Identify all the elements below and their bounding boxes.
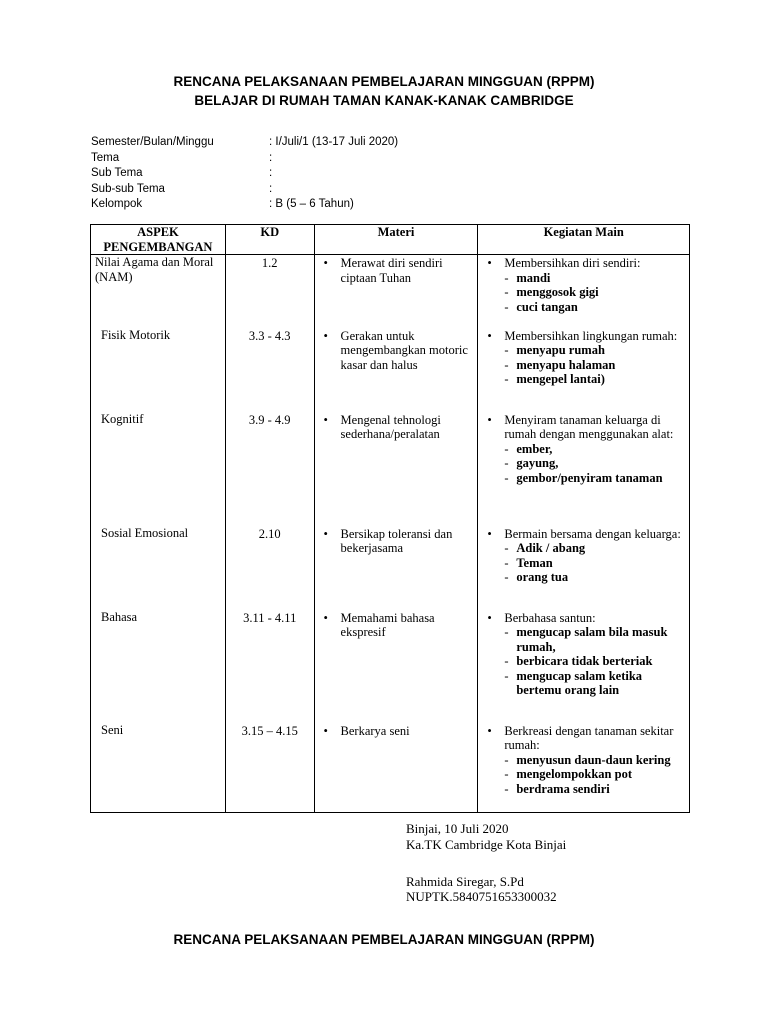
meta-value: : — [269, 151, 273, 164]
aspek-cell: Sosial Emosional — [91, 526, 226, 610]
kegiatan-subitem: - Adik / abang — [504, 541, 586, 555]
kegiatan-intro: • Membersihkan diri sendiri: — [484, 256, 685, 271]
header-aspek: ASPEK PENGEMBANGAN — [91, 225, 226, 255]
kd-cell: 3.15 – 4.15 — [225, 723, 314, 813]
kegiatan-cell — [478, 610, 690, 723]
signature-position: Ka.TK Cambridge Kota Binjai — [406, 837, 567, 852]
table-row — [91, 412, 690, 526]
materi-item: • Memahami bahasa ekspresif — [321, 611, 474, 640]
signature-id: NUPTK.5840751653300032 — [406, 889, 557, 904]
meta-label: Sub Tema — [91, 167, 143, 179]
kegiatan-subitem: - gayung, — [504, 456, 559, 470]
document-title: RENCANA PELAKSANAAN PEMBELAJARAN MINGGUAN (RPPM) — [173, 74, 595, 89]
kegiatan-subitem: - mengepel lantai) — [504, 372, 605, 386]
kegiatan-intro: • Menyiram tanaman keluarga di rumah dengan menggunakan alat: — [484, 413, 685, 442]
kegiatan-intro: • Bermain bersama dengan keluarga: — [484, 527, 685, 542]
materi-item: • Gerakan untuk mengembangkan motoric kasar dan halus — [321, 329, 474, 373]
kegiatan-subitem: - mengucap salam bila masuk rumah, — [504, 625, 668, 654]
kegiatan-subitem: - berdrama sendiri — [504, 781, 610, 796]
kegiatan-subitem: - menyusun daun-daun kering — [504, 752, 671, 767]
header-kd: KD — [225, 225, 314, 255]
aspek-cell: Kognitif — [91, 412, 226, 526]
materi-cell — [314, 526, 478, 610]
table-header-row — [91, 225, 690, 255]
kd-cell: 3.3 - 4.3 — [225, 328, 314, 412]
meta-value: : B (5 – 6 Tahun) — [269, 198, 354, 210]
kegiatan-intro: • Berbahasa santun: — [484, 611, 685, 626]
kegiatan-subitem: - Teman — [504, 555, 553, 570]
kegiatan-cell — [478, 255, 690, 328]
document-subtitle: BELAJAR DI RUMAH TAMAN KANAK-KANAK CAMBRIDGE — [194, 93, 574, 108]
materi-cell — [314, 328, 478, 412]
meta-label: Sub-sub Tema — [91, 182, 165, 195]
kegiatan-cell — [478, 526, 690, 610]
table-row — [91, 255, 690, 328]
kegiatan-cell — [478, 328, 690, 412]
meta-label: Tema — [91, 151, 120, 164]
meta-value: : — [269, 167, 273, 179]
kegiatan-subitem: - mengelompokkan pot — [504, 767, 633, 781]
kegiatan-subitem: - cuci tangan — [504, 299, 578, 314]
materi-cell — [314, 412, 478, 526]
kegiatan-intro: • Membersihkan lingkungan rumah: — [484, 329, 685, 344]
signature-name: Rahmida Siregar, S.Pd — [406, 874, 524, 889]
kegiatan-subitem: - mandi — [504, 270, 551, 285]
aspek-cell: Seni — [91, 723, 226, 813]
header-materi: Materi — [314, 225, 478, 255]
kegiatan-subitem: - menyapu rumah — [504, 343, 605, 357]
kegiatan-cell — [478, 412, 690, 526]
materi-item: • Bersikap toleransi dan bekerjasama — [321, 527, 474, 556]
signature-place-date: Binjai, 10 Juli 2020 — [406, 821, 509, 836]
table-row — [91, 328, 690, 412]
header-kegiatan: Kegiatan Main — [478, 225, 690, 255]
kegiatan-subitem: - berbicara tidak berteriak — [504, 654, 653, 668]
kd-cell: 3.11 - 4.11 — [225, 610, 314, 723]
meta-value: : I/Juli/1 (13-17 Juli 2020) — [269, 136, 399, 148]
aspek-cell: Nilai Agama dan Moral (NAM) — [91, 255, 226, 328]
kd-cell: 2.10 — [225, 526, 314, 610]
materi-cell — [314, 723, 478, 813]
next-page-title: RENCANA PELAKSANAAN PEMBELAJARAN MINGGUAN (RPPM) — [173, 932, 595, 947]
kegiatan-subitem: - menggosok gigi — [504, 285, 599, 299]
materi-item: • Mengenal tehnologi sederhana/peralatan — [321, 413, 474, 442]
materi-cell — [314, 610, 478, 723]
kegiatan-intro: • Berkreasi dengan tanaman sekitar rumah: — [484, 724, 685, 753]
kd-cell: 3.9 - 4.9 — [225, 412, 314, 526]
aspek-cell: Fisik Motorik — [91, 328, 226, 412]
kegiatan-subitem: - mengucap salam ketika bertemu orang lain — [504, 668, 643, 697]
table-row — [91, 723, 690, 813]
kegiatan-cell — [478, 723, 690, 813]
aspek-cell: Bahasa — [91, 610, 226, 723]
table-row — [91, 610, 690, 723]
meta-value: : — [269, 182, 273, 195]
kegiatan-subitem: - ember, — [504, 441, 553, 456]
kegiatan-subitem: - gembor/penyiram tanaman — [504, 470, 663, 485]
materi-cell — [314, 255, 478, 328]
kegiatan-subitem: - orang tua — [504, 570, 569, 584]
meta-label: Kelompok — [91, 198, 143, 210]
materi-item: • Berkarya seni — [321, 724, 474, 739]
meta-label: Semester/Bulan/Minggu — [91, 136, 214, 148]
materi-item: • Merawat diri sendiri ciptaan Tuhan — [321, 256, 474, 285]
kegiatan-subitem: - menyapu halaman — [504, 357, 616, 372]
kd-cell: 1.2 — [225, 255, 314, 328]
table-row — [91, 526, 690, 610]
rppm-table — [90, 224, 690, 813]
